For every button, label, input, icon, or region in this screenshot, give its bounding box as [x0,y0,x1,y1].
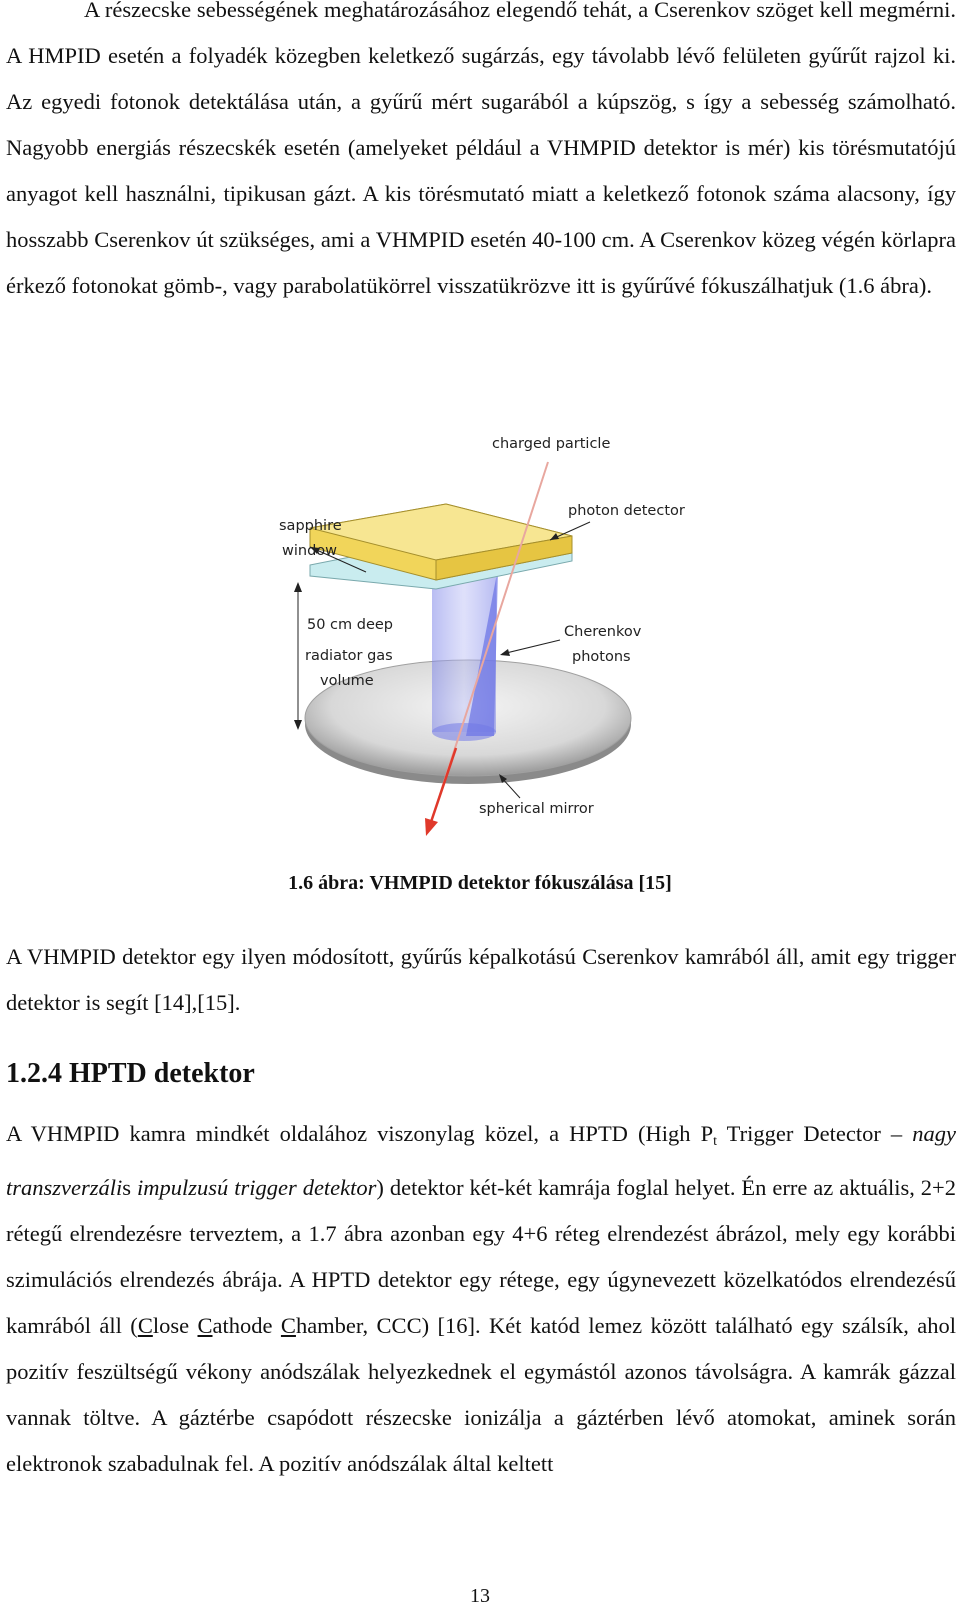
label-charged-particle: charged particle [492,436,611,452]
label-volume: volume [320,673,374,689]
label-spherical-mirror: spherical mirror [479,801,594,817]
particle-arrow-icon [425,818,438,836]
label-radiator: radiator gas [305,648,393,664]
paragraph-vhmpid-detector: A VHMPID detektor egy ilyen módosított, gyűrűs képalkotású Cserenkov kamrából áll, amit egy trigger detektor is segít [14],[15]. [6,944,956,1015]
paragraph-hptd-detector: A VHMPID kamra mindkét oldalához viszonylag közel, a HPTD (High $P_t$ Trigger Detector – nagy transzverzális impulzusú trigger detektor) detektor két-két kamrája foglal helyet. Én erre az aktuális, 2+2 rétegű elrendezésre terveztem, a 1.7 ábra azonban egy 4+6 réteg elrendezést ábrázol, mely egy korábbi szimulációs elrendezés ábrája. A HPTD detektor egy rétege, egy úgynevezett közelkatódos elrendezésű kamrából áll (Close Cathode Chamber, CCC) [16]. Két katód lemez között található egy szálsík, ahol pozitív feszültségű vékony anódszálak helyezkednek el egymástól azonos távolságra. A kamrák gázzal vannak töltve. A gáztérbe csapódott részecske ionizálja a gáztérben lévő atomokat, aminek során elektronok szabadulnak fel. A pozitív anódszálak által keltett [6,1121,957,1476]
label-sapphire: sapphire [279,518,342,534]
label-window: window [282,543,338,559]
label-cherenkov: Cherenkov [564,624,642,640]
label-photons: photons [572,649,631,665]
paragraph-cherenkov-angle: A részecske sebességének meghatározásához elegendő tehát, a Cserenkov szöget kell megmérni. A HMPID esetén a folyadék közegben keletkező sugárzás, egy távolabb lévő felületen gyűrűt rajzol ki. Az egyedi fotonok detektálása után, a gyűrű mért sugarából a kúpszög, s így a sebesség számolható. Nagyobb energiás részecskék esetén (amelyeket például a VHMPID detektor is mér) kis törésmutatójú anyagot kell használni, tipikusan gázt. A kis törésmutató miatt a keletkező fotonok száma alacsony, így hosszabb Cserenkov út szükséges, ami a VHMPID esetén 40-100 cm. A Cserenkov közeg végén körlapra érkező fotonokat gömb-, vagy parabolatükörrel visszatükrözve itt is gyűrűvé fókuszálhatjuk (1.6 ábra). [6,0,956,298]
page-number: 13 [470,1585,490,1607]
label-photon-detector: photon detector [568,503,685,519]
label-deep: 50 cm deep [307,617,394,633]
vhmpid-focusing-figure [270,432,690,842]
section-heading: 1.2.4 HPTD detektor [6,1058,255,1089]
figure-caption: 1.6 ábra: VHMPID detektor fókuszálása [15] [288,872,672,894]
